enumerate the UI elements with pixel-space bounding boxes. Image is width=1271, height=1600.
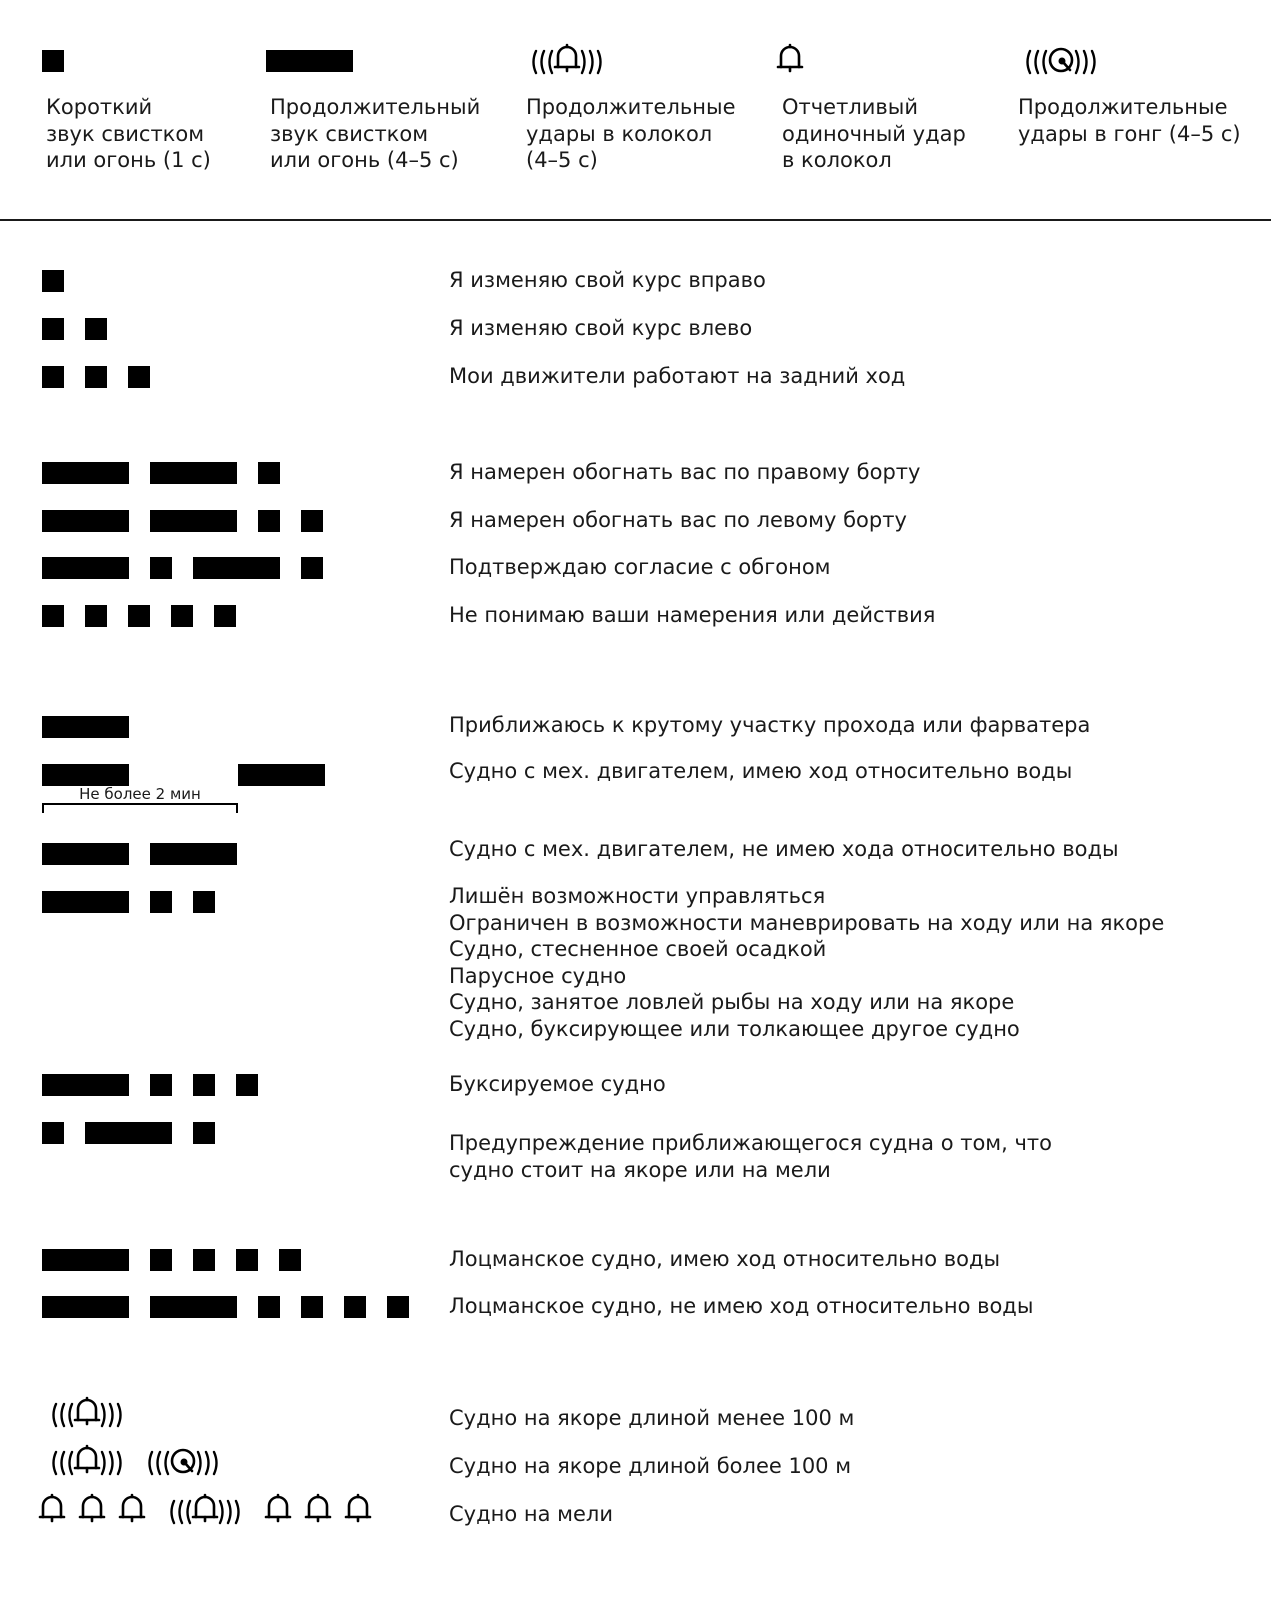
signal-label-3: Я намерен обогнать вас по правому борту	[449, 460, 921, 484]
signal-label-16: Судно на якоре длиной более 100 м	[449, 1454, 852, 1478]
short-signal-block	[258, 462, 280, 484]
long-signal-block	[85, 1122, 172, 1144]
short-signal-block	[128, 366, 150, 388]
short-signal-block	[42, 366, 64, 388]
signal-label-8: Судно с мех. двигателем, имею ход относительно воды	[449, 759, 1073, 783]
short-signal-block	[258, 510, 280, 532]
legend-long-text: Продолжительный звук свистком или огонь (4–5 с)	[270, 95, 481, 172]
signal-label-4: Я намерен обогнать вас по левому борту	[449, 508, 907, 532]
signal-label-7: Приближаюсь к крутому участку прохода или фарватера	[449, 713, 1091, 737]
short-signal-block	[193, 1122, 215, 1144]
short-signal-block	[387, 1296, 409, 1318]
gong-glyph	[1050, 49, 1072, 71]
short-signal-block	[301, 557, 323, 579]
short-block-icon	[42, 50, 64, 72]
signal-label-13: Лоцманское судно, имею ход относительно воды	[449, 1247, 1001, 1271]
duration-bracket	[42, 785, 238, 813]
legend-bell-single-text: Отчетливый одиночный удар в колокол	[782, 95, 966, 172]
short-signal-block	[236, 1249, 258, 1271]
bell-ringing-icon	[522, 40, 612, 80]
signal-label-17: Судно на мели	[449, 1502, 613, 1526]
legend-bell-ring-text: Продолжительные удары в колокол (4–5 с)	[526, 95, 736, 172]
long-signal-block	[42, 843, 129, 865]
long-signal-block	[150, 843, 237, 865]
bell-glyph	[40, 1495, 64, 1521]
short-signal-block	[214, 605, 236, 627]
long-signal-block	[42, 764, 129, 786]
long-signal-block	[42, 716, 129, 738]
gong-glyph	[172, 1450, 194, 1472]
signal-label-5: Подтверждаю согласие с обгоном	[449, 555, 831, 579]
long-signal-block	[42, 557, 129, 579]
short-signal-block	[193, 891, 215, 913]
short-signal-block	[42, 605, 64, 627]
signal-label-6: Не понимаю ваши намерения или действия	[449, 603, 936, 627]
signal-label-0: Я изменяю свой курс вправо	[449, 268, 766, 292]
signal-label-12: Предупреждение приближающегося судна о том, что судно стоит на якоре или на мели	[449, 1131, 1052, 1182]
signal-label-14: Лоцманское судно, не имею ход относительно воды	[449, 1294, 1034, 1318]
bell-glyph	[346, 1495, 370, 1521]
short-signal-block	[301, 510, 323, 532]
long-signal-block	[238, 764, 325, 786]
short-signal-block	[258, 1296, 280, 1318]
gong-ringing-icon	[1014, 40, 1109, 80]
short-signal-block	[85, 318, 107, 340]
legend-short-text: Короткий звук свистком или огонь (1 с)	[46, 95, 211, 172]
bell-glyph	[266, 1495, 290, 1521]
sound-symbols	[42, 1397, 442, 1437]
sound-symbols	[42, 1445, 442, 1485]
legend-gong-text: Продолжительные удары в гонг (4–5 с)	[1018, 95, 1241, 146]
short-signal-block	[128, 605, 150, 627]
signal-label-1: Я изменяю свой курс влево	[449, 316, 753, 340]
long-signal-block	[42, 891, 129, 913]
bracket-line	[42, 803, 238, 813]
bell-glyph	[193, 1495, 217, 1521]
long-signal-block	[42, 462, 129, 484]
bell-glyph	[80, 1495, 104, 1521]
short-signal-block	[193, 1074, 215, 1096]
long-signal-block	[150, 462, 237, 484]
long-signal-block	[42, 1296, 129, 1318]
bell-glyph	[75, 1446, 99, 1472]
short-signal-block	[171, 605, 193, 627]
signal-label-9: Судно с мех. двигателем, не имею хода относительно воды	[449, 837, 1119, 861]
long-signal-block	[193, 557, 280, 579]
short-signal-block	[279, 1249, 301, 1271]
bell-glyph	[75, 1398, 99, 1424]
bell-glyph	[555, 45, 579, 71]
short-signal-block	[42, 318, 64, 340]
short-signal-block	[301, 1296, 323, 1318]
bell-glyph	[778, 45, 802, 71]
short-signal-block	[42, 1122, 64, 1144]
long-signal-block	[42, 1074, 129, 1096]
sound-symbols	[42, 1494, 442, 1534]
divider	[0, 219, 1271, 221]
short-signal-block	[85, 605, 107, 627]
short-signal-block	[150, 1074, 172, 1096]
short-signal-block	[150, 891, 172, 913]
bell-glyph	[306, 1495, 330, 1521]
bell-glyph	[120, 1495, 144, 1521]
short-signal-block	[236, 1074, 258, 1096]
bell-icon	[778, 40, 808, 80]
short-signal-block	[150, 557, 172, 579]
signal-label-10: Лишён возможности управляться Ограничен в возможности маневрировать на ходу или на якоре Судно, стесненное своей осадкой Парусное судно Судно, занятое ловлей рыбы на ходу или на якоре Судно, буксирующее или толкающее другое судно	[449, 884, 1165, 1041]
signal-label-15: Судно на якоре длиной менее 100 м	[449, 1406, 855, 1430]
signal-label-2: Мои движители работают на задний ход	[449, 364, 906, 388]
signal-label-11: Буксируемое судно	[449, 1072, 666, 1096]
long-signal-block	[42, 1249, 129, 1271]
long-block-icon	[266, 50, 353, 72]
short-signal-block	[150, 1249, 172, 1271]
short-signal-block	[344, 1296, 366, 1318]
duration-bracket-label: Не более 2 мин	[79, 785, 201, 803]
short-signal-block	[42, 270, 64, 292]
long-signal-block	[150, 510, 237, 532]
short-signal-block	[193, 1249, 215, 1271]
short-signal-block	[85, 366, 107, 388]
long-signal-block	[150, 1296, 237, 1318]
long-signal-block	[42, 510, 129, 532]
